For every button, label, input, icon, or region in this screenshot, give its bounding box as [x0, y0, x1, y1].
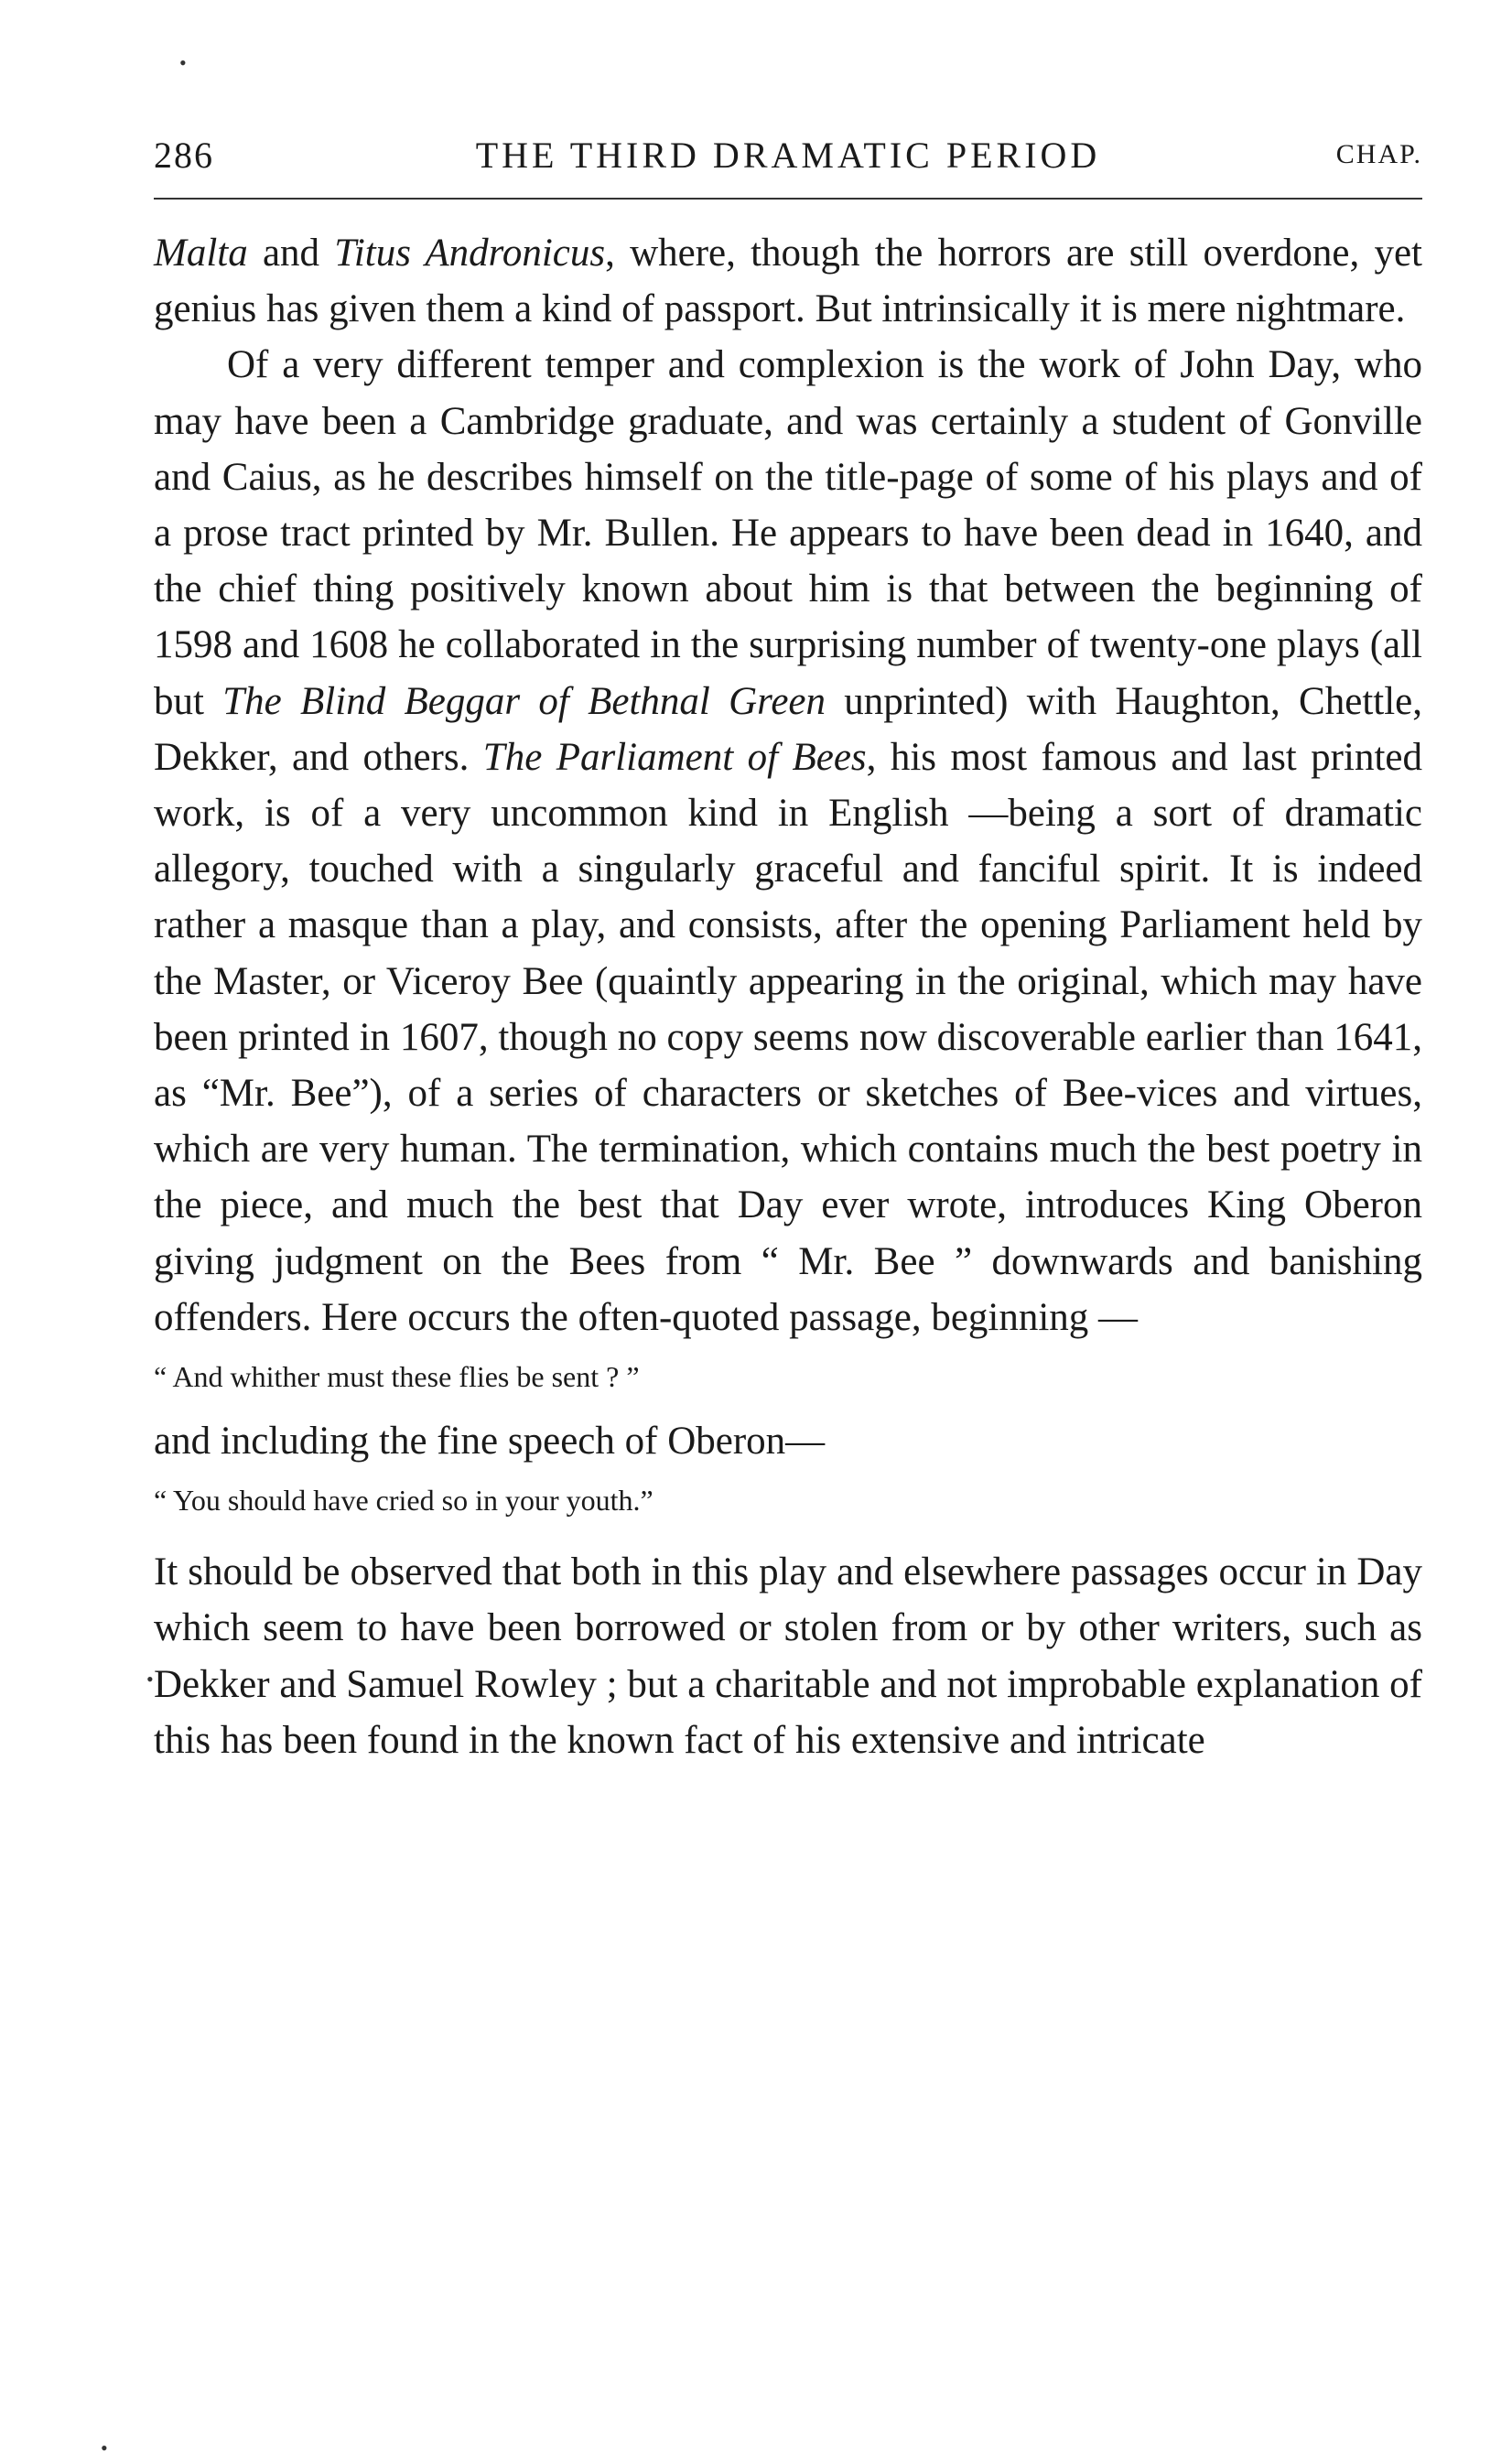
title-blind-beggar: The Blind Beggar of Bethnal Green	[222, 679, 826, 723]
text-run: , his most famous and last printed work, is of a very uncommon kind in English —being a sort of dramatic allegory, touched with a singularly graceful and fanciful spirit. It is indeed rather a masque than a play, and consists, after the opening Parliament held by the Master, or Viceroy Bee (quaintly appearing in the original, which may have been printed in 1607, though no copy seems now discoverable earlier than 1641, as “Mr. Bee”), of a series of characters or sketches of Bee-vices and virtues, which are very human. The termination, which contains much the best poetry in the piece, and much the best that Day ever wrote, introduces King Oberon giving judgment on the Bees from “ Mr. Bee ” downwards and banishing offenders. Here occurs the often-quoted passage, beginning —	[154, 735, 1422, 1339]
title-titus-andronicus: Titus Andronicus	[334, 232, 606, 275]
page-number: 286	[154, 135, 214, 176]
text-run: , where, though the horrors are still overdone, yet genius has given them a kind of passport. But intrinsically it is mere nightmare.	[154, 232, 1422, 331]
quotation-1: “ And whither must these flies be sent ? ”	[154, 1360, 640, 1394]
stray-mark-left: •	[146, 1668, 154, 1691]
chapter-label: CHAP.	[1335, 139, 1422, 169]
text-run: unprinted) with Haughton, Chettle, Dekker, and others.	[154, 679, 1422, 779]
stray-mark-top: •	[179, 51, 187, 74]
paragraph-1	[154, 225, 1422, 337]
quotation-2: “ You should have cried so in your youth.”	[154, 1484, 653, 1518]
title-malta: Malta	[154, 232, 248, 275]
text-run: Of a very different temper and complexion is the work of John Day, who may have been a Cambridge graduate, and was certainly a student of Gonville and Caius, as he describes himself on the title-page of some of his plays and of a prose tract printed by Mr. Bullen. He appears to have been dead in 1640, and the chief thing positively known about him is that between the beginning of 1598 and 1608 he collaborated in the surprising number of twenty-one plays (all but	[154, 343, 1422, 723]
body-text	[154, 225, 1422, 1768]
running-head	[154, 134, 1422, 189]
stray-mark-bottom: •	[101, 2436, 108, 2459]
paragraph-4: It should be observed that both in this play and elsewhere passages occur in Day which seem to have been borrowed or stolen from or by other writers, such as Dekker and Samuel Rowley ; but a charitable and not improbable explanation of this has been found in the known fact of his extensive and intricate	[154, 1550, 1422, 1762]
title-parliament-of-bees: The Parliament of Bees	[482, 735, 867, 779]
paragraph-3: and including the fine speech of Oberon—	[154, 1420, 826, 1464]
header-rule	[154, 198, 1422, 200]
text-run: and	[247, 232, 335, 275]
paragraph-2	[154, 337, 1422, 1345]
running-title: THE THIRD DRAMATIC PERIOD	[475, 135, 1101, 176]
